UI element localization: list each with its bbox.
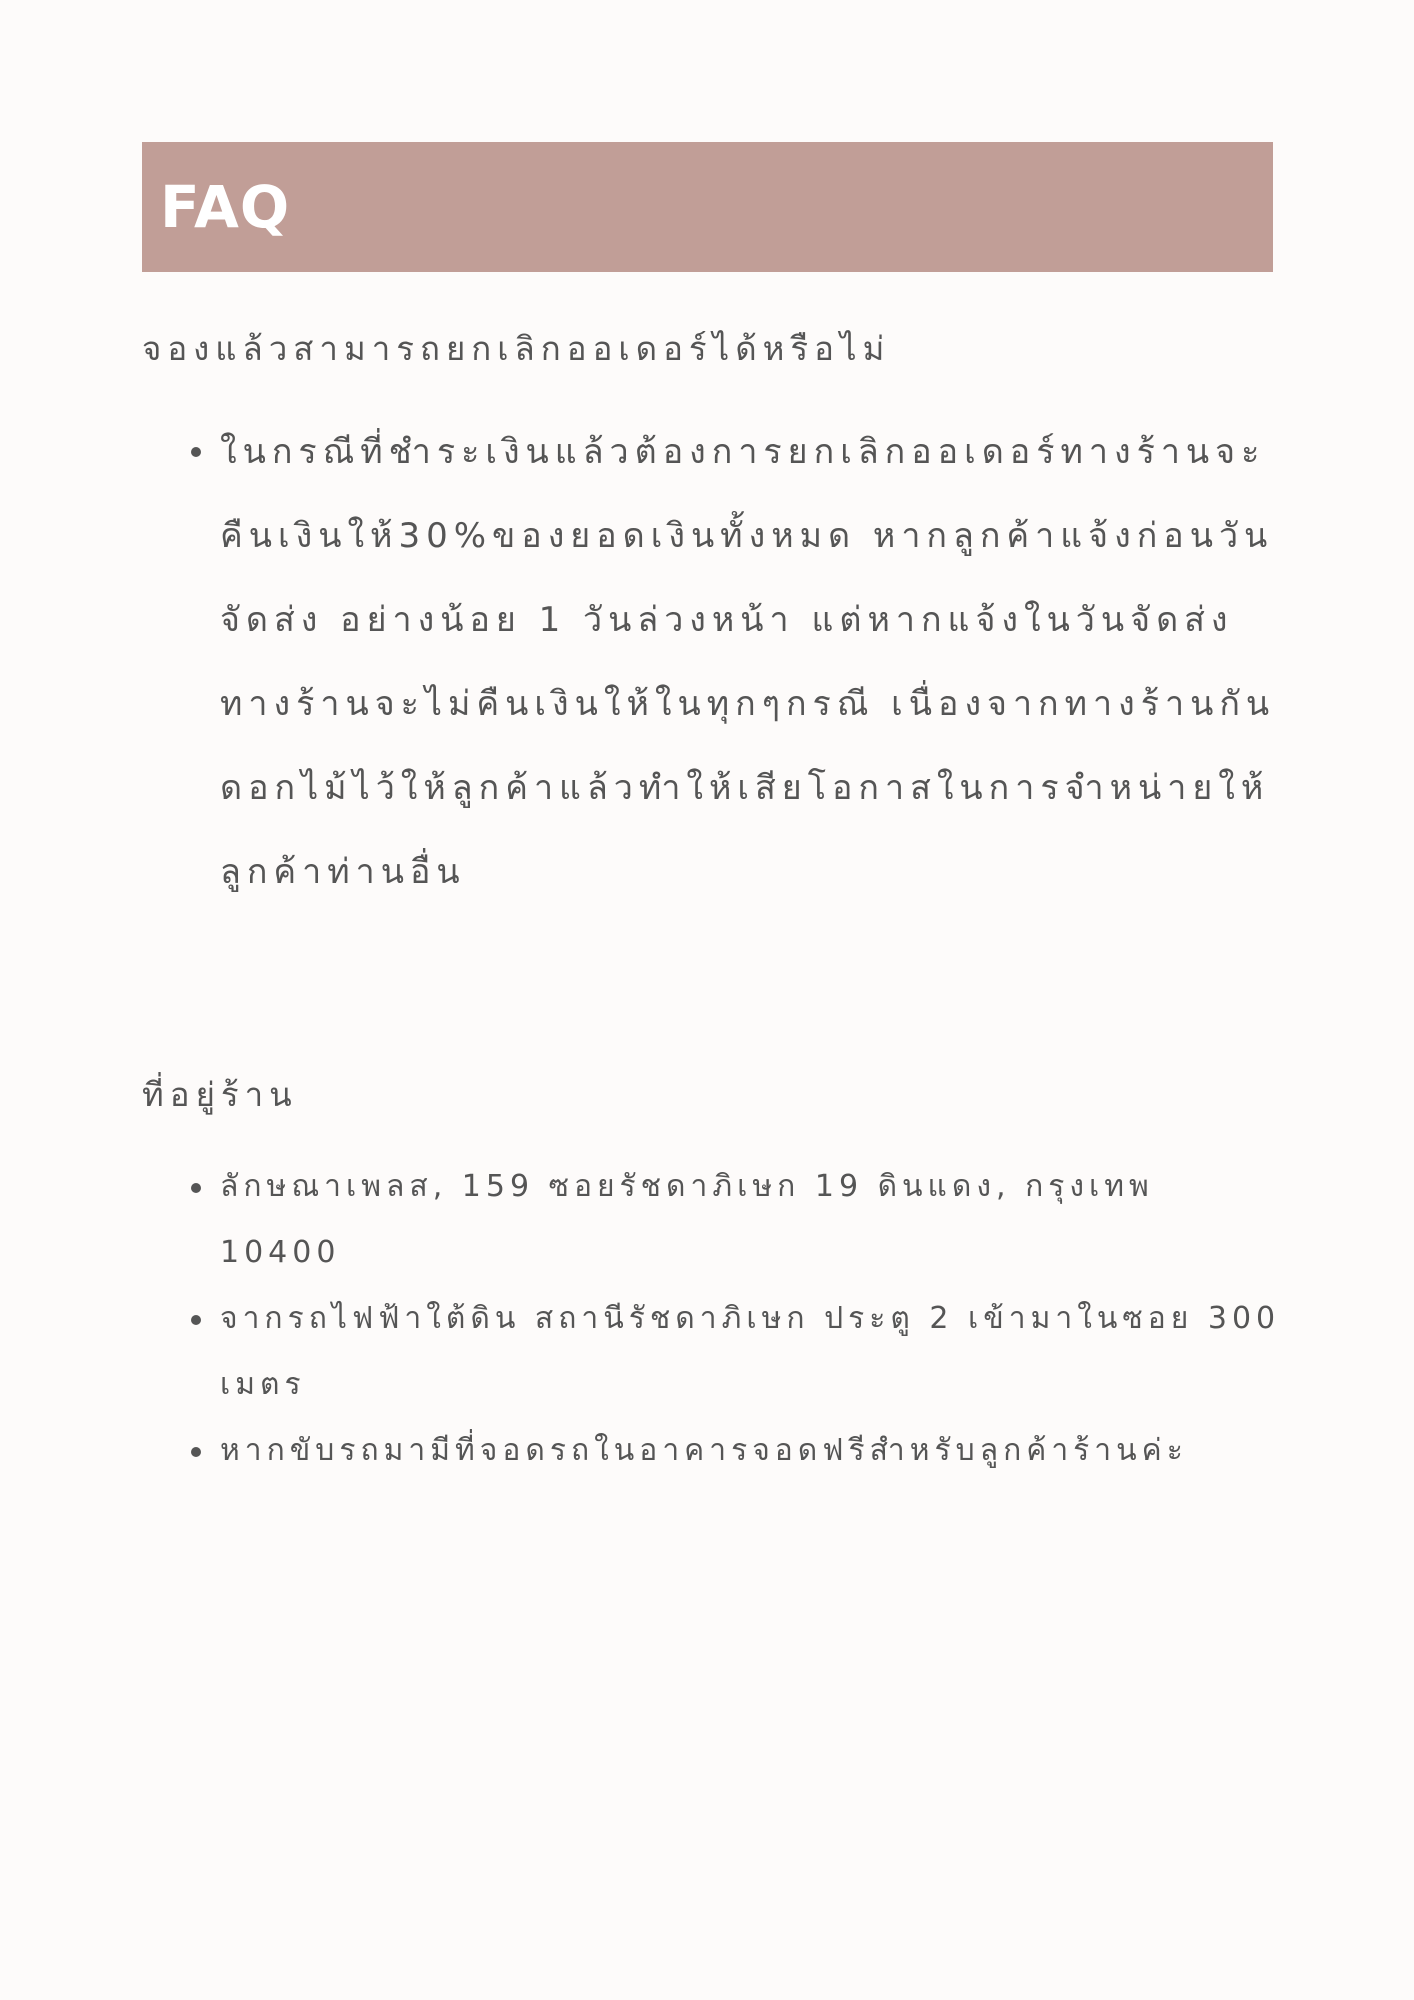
faq-banner xyxy=(142,142,1273,272)
faq-answer-item: ในกรณีที่ชำระเงินแล้วต้องการยกเลิกออเดอร์ทางร้านจะคืนเงินให้30%ของยอดเงินทั้งหมด หากลูกค้าแจ้งก่อนวันจัดส่ง อย่างน้อย 1 วันล่วงหน้า แต่หากแจ้งในวันจัดส่ง ทางร้านจะไม่คืนเงินให้ในทุกๆกรณี เนื่องจากทางร้านกันดอกไม้ไว้ให้ลูกค้าแล้วทำให้เสียโอกาสในการจำหน่ายให้ลูกค้าท่านอื่น xyxy=(220,410,1282,914)
faq-answer-list-cancel-order xyxy=(142,410,1282,914)
faq-answer-item-parking: หากขับรถมามีที่จอดรถในอาคารจอดฟรีสำหรับลูกค้าร้านค่ะ xyxy=(220,1418,1282,1484)
faq-answer-list-shop-address xyxy=(142,1154,1282,1484)
faq-answer-item-address: ลักษณาเพลส, 159 ซอยรัชดาภิเษก 19 ดินแดง, กรุงเทพ 10400 xyxy=(220,1154,1282,1286)
faq-answer-item-mrt-directions: จากรถไฟฟ้าใต้ดิน สถานีรัชดาภิเษก ประตู 2 เข้ามาในซอย 300 เมตร xyxy=(220,1286,1282,1418)
page-title: FAQ xyxy=(160,173,291,241)
faq-question-cancel-order: จองแล้วสามารถยกเลิกออเดอร์ได้หรือไม่ xyxy=(142,329,891,368)
faq-question-shop-address: ที่อยู่ร้าน xyxy=(142,1075,298,1114)
